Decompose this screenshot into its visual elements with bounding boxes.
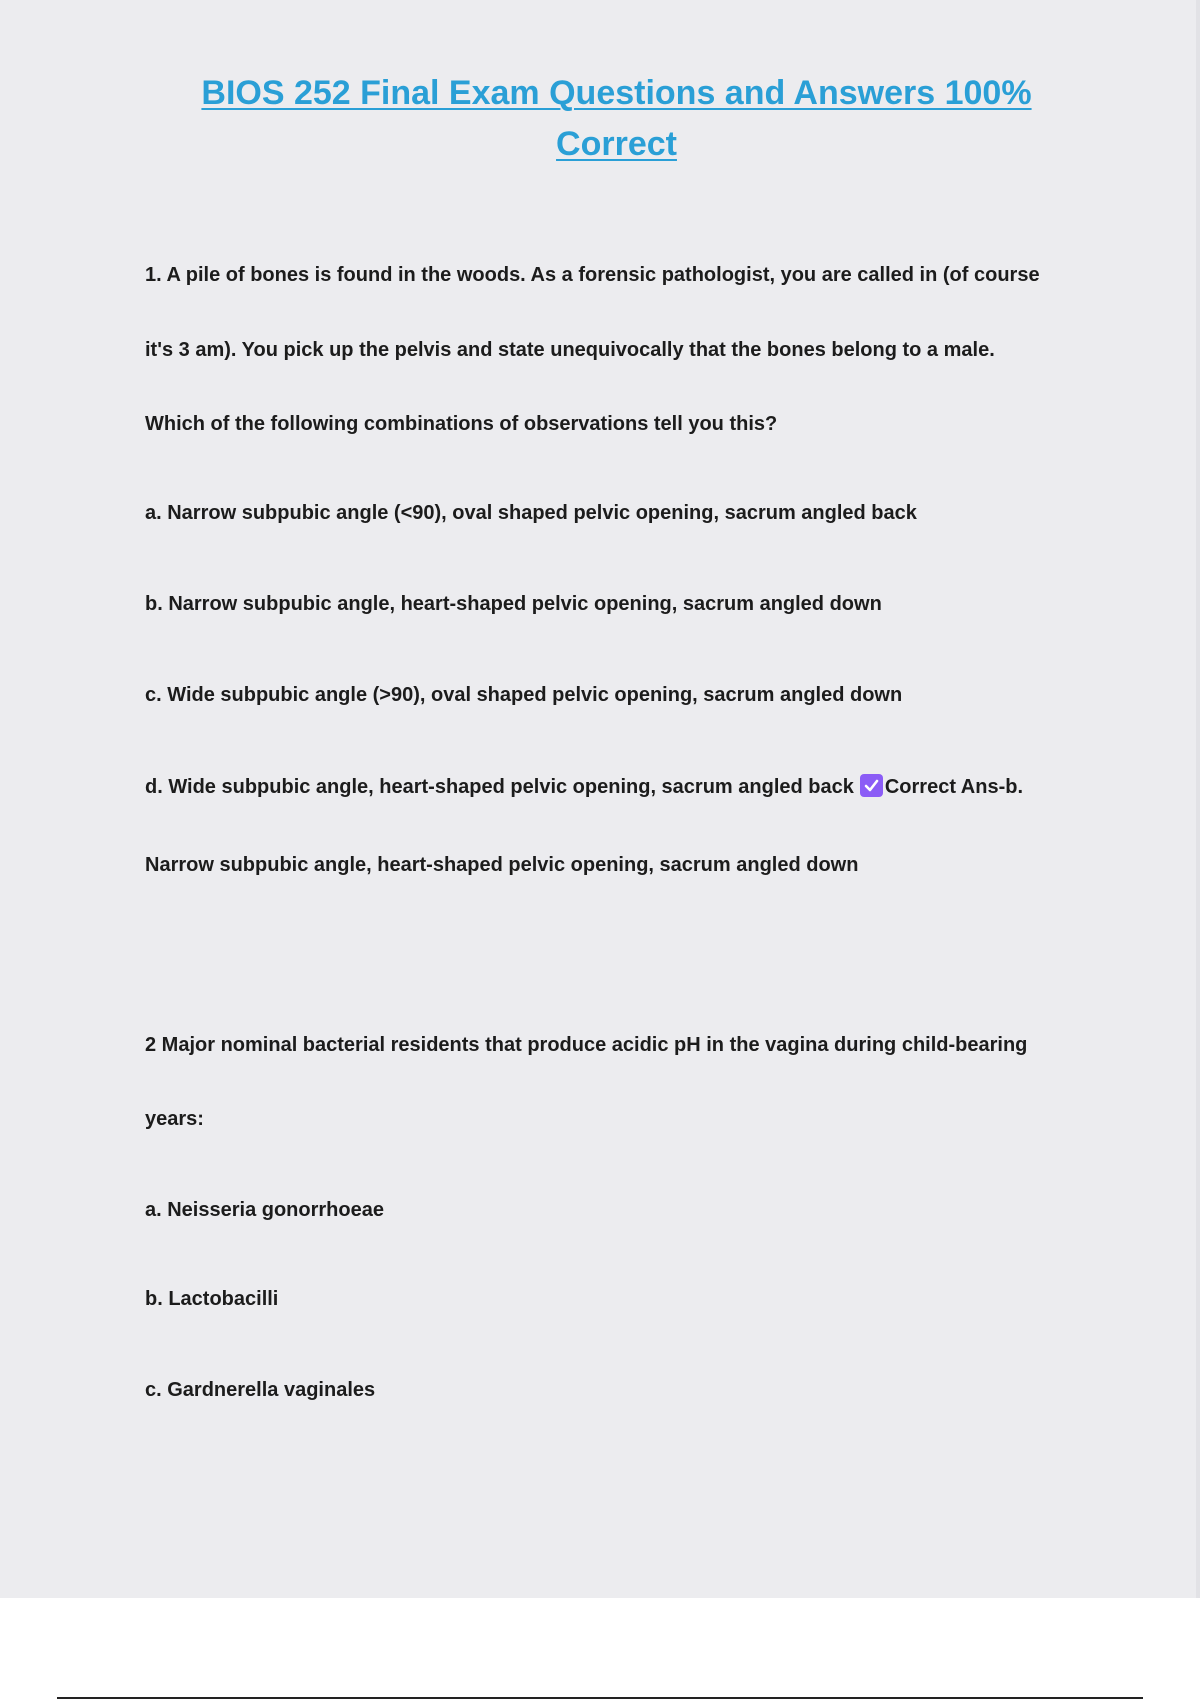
question-1-text-line-1: 1. A pile of bones is found in the woods. As a forensic pathologist, you are called in (of course [145, 264, 1040, 286]
question-2-text-line-2: years: [145, 1108, 204, 1130]
correct-answer-text: Narrow subpubic angle, heart-shaped pelvic opening, sacrum angled down [145, 854, 859, 876]
question-1-option-a: a. Narrow subpubic angle (<90), oval shaped pelvic opening, sacrum angled back [145, 502, 917, 524]
correct-answer-label: Correct Ans-b. [884, 776, 1024, 798]
question-1-text-line-2: it's 3 am). You pick up the pelvis and state unequivocally that the bones belong to a male. [145, 339, 995, 361]
page-edge [1196, 0, 1200, 1598]
title-link-line1[interactable]: BIOS 252 Final Exam Questions and Answers 100% [201, 74, 1032, 112]
question-2-option-b: b. Lactobacilli [145, 1288, 279, 1310]
question-1-option-b: b. Narrow subpubic angle, heart-shaped pelvic opening, sacrum angled down [145, 593, 882, 615]
footer-rule [57, 1697, 1143, 1699]
question-1-option-d-row [145, 773, 1023, 801]
title-link-line2[interactable]: Correct [556, 125, 677, 163]
check-box-icon [860, 774, 883, 797]
question-2-option-c: c. Gardnerella vaginales [145, 1379, 376, 1401]
document-title [0, 68, 1200, 170]
question-2-text-line-1: 2 Major nominal bacterial residents that produce acidic pH in the vagina during child-bearing [145, 1034, 1028, 1056]
question-1-option-d: d. Wide subpubic angle, heart-shaped pelvic opening, sacrum angled back [145, 776, 854, 798]
question-1-text-line-3: Which of the following combinations of observations tell you this? [145, 413, 778, 435]
question-2-option-a: a. Neisseria gonorrhoeae [145, 1199, 384, 1221]
question-1-option-c: c. Wide subpubic angle (>90), oval shaped pelvic opening, sacrum angled down [145, 684, 903, 706]
